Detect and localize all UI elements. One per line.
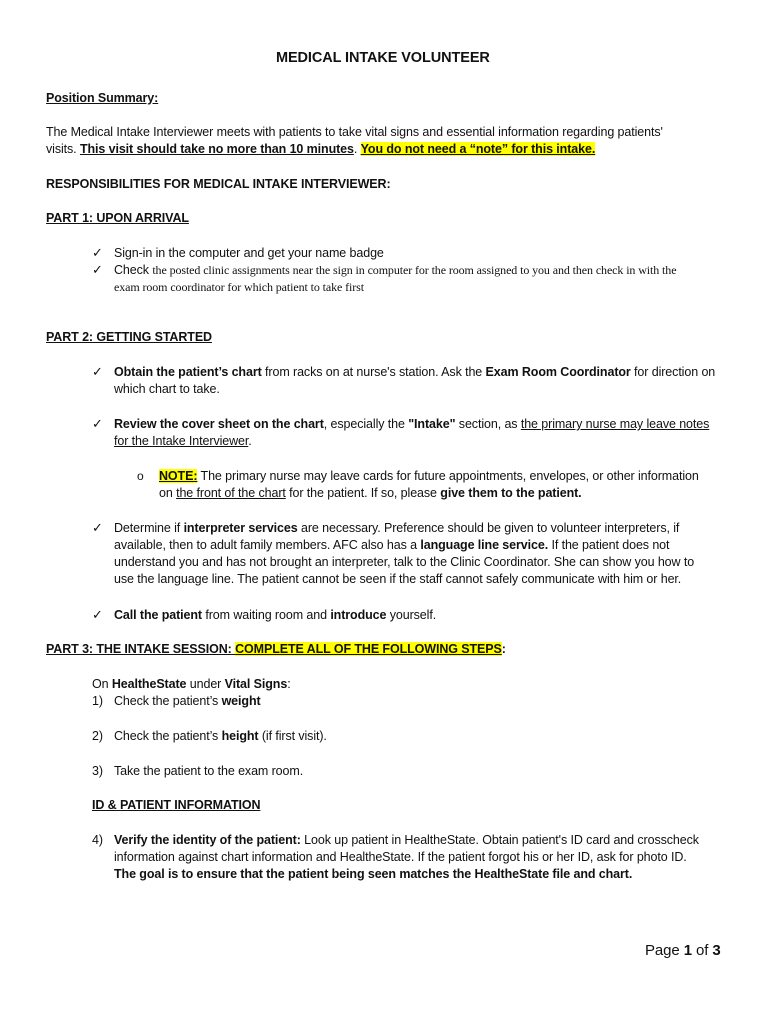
note-label: NOTE: — [159, 469, 198, 483]
step-2-text: Check the patient’s height (if first visit). — [114, 729, 327, 743]
part2-interp-line4: use the language line. The patient cannot be seen if the staff cannot safely communicate with him or her. — [114, 572, 682, 586]
check-mark-icon: ✓ — [92, 364, 103, 379]
part2-review-line1: Review the cover sheet on the chart, especially the "Intake" section, as the primary nurse may leave notes — [114, 417, 710, 431]
part2-obtain-line1: Obtain the patient’s chart from racks on at nurse's station. Ask the Exam Room Coordinator for direction on — [114, 365, 716, 379]
responsibilities-heading: RESPONSIBILITIES FOR MEDICAL INTAKE INTERVIEWER: — [46, 177, 391, 191]
part2-note-line1: NOTE: The primary nurse may leave cards for future appointments, envelopes, or other information — [159, 469, 699, 483]
part2-interp-line3: understand you and has not brought an interpreter, talk to the Clinic Coordinator. She can show you how to — [114, 555, 695, 569]
part3-heading: PART 3: THE INTAKE SESSION: COMPLETE ALL OF THE FOLLOWING STEPS: — [46, 642, 506, 656]
step-2-number: 2) — [92, 729, 103, 743]
id-patient-info-heading: ID & PATIENT INFORMATION — [92, 798, 261, 812]
check-mark-icon: ✓ — [92, 416, 103, 431]
document-title: MEDICAL INTAKE VOLUNTEER — [276, 50, 490, 66]
part3-on-line: On HealtheState under Vital Signs: — [92, 677, 291, 691]
part2-note-line2: on the front of the chart for the patient. If so, please give them to the patient. — [159, 486, 582, 500]
part1-item-signin: Sign-in in the computer and get your name badge — [114, 246, 384, 260]
summary-line-2: visits. This visit should take no more than 10 minutes. You do not need a “note” for this intake. — [46, 142, 596, 156]
part2-interp-line2: available, then to adult family members. AFC also has a language line service. If the patient does not — [114, 538, 670, 552]
step-3-number: 3) — [92, 764, 103, 778]
part1-item-check: Check the posted clinic assignments near the sign in computer for the room assigned to you and then check in with the — [114, 263, 677, 277]
part2-review-line2: for the Intake Interviewer. — [114, 434, 252, 448]
check-mark-icon: ✓ — [92, 245, 103, 260]
step-4-line3: The goal is to ensure that the patient being seen matches the HealtheState file and chart. — [114, 867, 633, 881]
part2-heading: PART 2: GETTING STARTED — [46, 330, 212, 344]
check-mark-icon: ✓ — [92, 520, 103, 535]
summary-note-highlight: You do not need a “note” for this intake. — [360, 142, 596, 156]
check-mark-icon: ✓ — [92, 262, 103, 277]
part2-interp-line1: Determine if interpreter services are necessary. Preference should be given to volunteer interpreters, if — [114, 521, 680, 535]
part2-call-line: Call the patient from waiting room and introduce yourself. — [114, 608, 437, 622]
summary-time-limit: This visit should take no more than 10 minutes — [79, 142, 354, 156]
step-1-text: Check the patient’s weight — [114, 694, 261, 708]
circle-bullet-icon: o — [137, 469, 144, 483]
summary-line-1: The Medical Intake Interviewer meets with patients to take vital signs and essential information regarding patients' — [46, 125, 663, 139]
step-4-line2: information against chart information and HealtheState. If the patient forgot his or her ID, ask for photo ID. — [114, 850, 687, 864]
part2-obtain-line2: which chart to take. — [114, 382, 220, 396]
step-4-number: 4) — [92, 833, 103, 847]
position-summary-heading: Position Summary: — [46, 91, 159, 105]
step-1-number: 1) — [92, 694, 103, 708]
part1-item-check-cont: exam room coordinator for which patient to take first — [114, 280, 364, 294]
part1-heading: PART 1: UPON ARRIVAL — [46, 211, 189, 225]
check-mark-icon: ✓ — [92, 607, 103, 622]
page-number: Page 1 of 3 — [645, 942, 721, 959]
step-3-text: Take the patient to the exam room. — [114, 764, 304, 778]
step-4-line1: Verify the identity of the patient: Look up patient in HealtheState. Obtain patient's ID card and crosscheck — [114, 833, 699, 847]
